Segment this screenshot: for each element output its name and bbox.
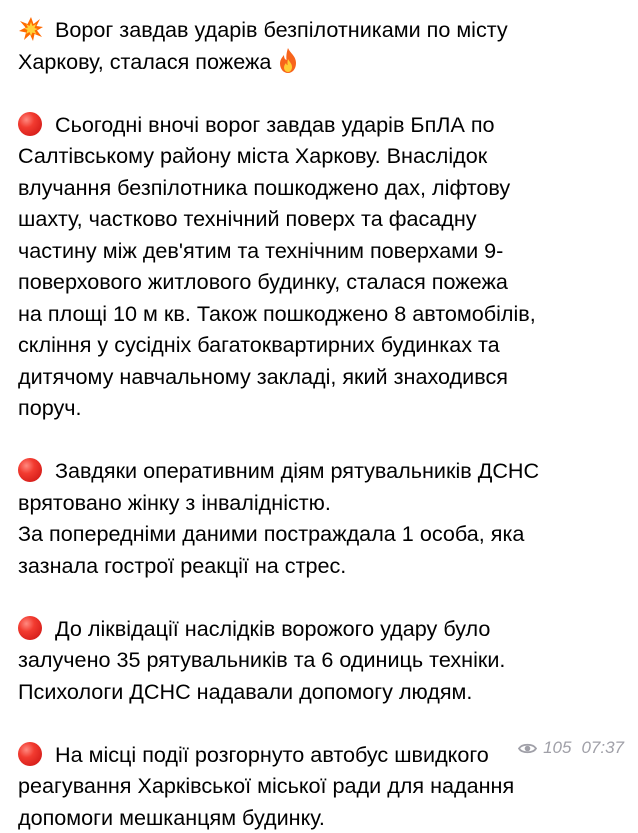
paragraph-1-line-1 [18,109,630,141]
paragraph-3-line-2 [18,644,630,676]
collision-emoji-icon [18,16,44,42]
paragraph-1-text: на площі 10 м кв. Також пошкоджено 8 автомобілів, [18,301,536,326]
paragraph-2-line-1 [18,455,630,487]
paragraph-1-text: скління у сусідніх багатоквартирних будинках та [18,332,500,357]
paragraph-1-text: частину між дев'ятим та технічним поверхами 9- [18,238,503,263]
paragraph-1-line-6 [18,266,630,298]
red-circle-emoji-icon [18,458,42,482]
paragraph-2-text: Завдяки оперативним діям рятувальників ДСНС [55,458,539,483]
paragraph-4-line-3 [18,802,630,833]
paragraph-2-text: врятовано жінку з інвалідністю. [18,490,331,515]
paragraph-3-line-3 [18,676,630,708]
paragraph-2-text: зазнала гострої реакції на стрес. [18,553,346,578]
paragraph-1-line-9 [18,361,630,393]
eye-icon [518,742,537,755]
paragraph-1-line-8 [18,329,630,361]
red-circle-emoji-icon [18,112,42,136]
paragraph-1-line-10 [18,392,630,424]
paragraph-4-text: На місці події розгорнуто автобус швидкого [55,742,489,767]
paragraph-1-text: влучання безпілотника пошкоджено дах, ліфтову [18,175,510,200]
paragraph-3-text: залучено 35 рятувальників та 6 одиниць техніки. [18,647,505,672]
channel-post [18,0,630,833]
red-circle-emoji-icon [18,616,42,640]
paragraph-1-line-7 [18,298,630,330]
red-circle-emoji-icon [18,742,42,766]
paragraph-1-text: Салтівському району міста Харкову. Внаслідок [18,143,487,168]
fire-emoji-icon [277,47,299,74]
paragraph-1-text: Сьогодні вночі ворог завдав ударів БпЛА по [55,112,495,137]
views-count: 105 [543,738,571,758]
post-title-line-1 [18,14,630,46]
post-title-text-2: Харкову, сталася пожежа [18,49,271,74]
paragraph-1-line-5 [18,235,630,267]
paragraph-2-line-3 [18,518,630,550]
paragraph-1-line-2 [18,140,630,172]
paragraph-1-line-4 [18,203,630,235]
post-title-text-1: Ворог завдав ударів безпілотниками по місту [55,17,508,42]
paragraph-4-text: реагування Харківської міської ради для надання [18,773,514,798]
paragraph-1-line-3 [18,172,630,204]
paragraph-2-text: За попередніми даними постраждала 1 особа, яка [18,521,524,546]
paragraph-1-text: шахту, частково технічний поверх та фасадну [18,206,477,231]
paragraph-1-text: поверхового житлового будинку, сталася пожежа [18,269,508,294]
paragraph-3-text: До ліквідації наслідків ворожого удару було [55,616,490,641]
post-title-line-2 [18,46,630,78]
paragraph-3-text: Психологи ДСНС надавали допомогу людям. [18,679,472,704]
message-meta [518,738,624,758]
paragraph-2-line-2 [18,487,630,519]
message-time: 07:37 [581,738,624,758]
paragraph-4-line-2 [18,770,630,802]
paragraph-4-text: допомоги мешканцям будинку. [18,805,325,830]
paragraph-1-text: дитячому навчальному закладі, який знаходився [18,364,508,389]
paragraph-2-line-4 [18,550,630,582]
paragraph-3-line-1 [18,613,630,645]
paragraph-1-text: поруч. [18,395,82,420]
